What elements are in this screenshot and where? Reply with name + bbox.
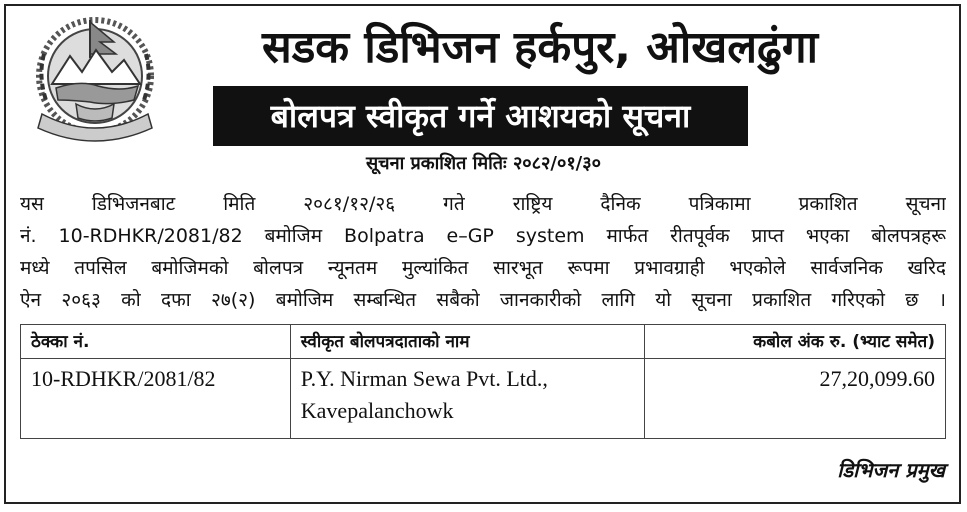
table-header-row <box>21 325 946 359</box>
header-bidder-name: स्वीकृत बोलपत्रदाताको नाम <box>290 325 645 359</box>
body-line: यस डिभिजनबाट मिति २०८१/१२/२६ गते राष्ट्रिय दैनिक पत्रिकामा प्रकाशित सूचना <box>20 193 946 215</box>
office-title: सडक डिभिजन हर्कपुर, ओखलढुंगा <box>262 22 818 73</box>
notice-body <box>20 188 946 316</box>
notice-title-banner: बोलपत्र स्वीकृत गर्ने आशयको सूचना <box>213 86 748 146</box>
published-date: सूचना प्रकाशित मितिः २०८२/०१/३० <box>366 153 601 174</box>
award-table <box>20 324 946 439</box>
bidder-name-line: P.Y. Nirman Sewa Pvt. Ltd., <box>300 366 548 391</box>
cell-bid-amount: 27,20,099.60 <box>645 359 946 439</box>
body-line: ऐन २०६३ को दफा २७(२) बमोजिम सम्बन्धित सबैको जानकारीको लागि यो सूचना प्रकाशित गरिएको छ । <box>20 289 946 311</box>
cell-contract-no: 10-RDHKR/2081/82 <box>21 359 291 439</box>
cell-bidder-name <box>290 359 645 439</box>
nepal-government-emblem-icon <box>20 14 170 144</box>
signature-division-chief: डिभिजन प्रमुख <box>837 458 945 482</box>
body-line: मध्ये तपसिल बमोजिमको बोलपत्र न्यूनतम मुल्यांकित सारभूत रूपमा प्रभावग्राही भएकोले सार्वजनिक खरिद <box>20 257 946 279</box>
header-bid-amount: कबोल अंक रु. (भ्याट समेत) <box>645 325 946 359</box>
bidder-address-line: Kavepalanchowk <box>300 398 454 423</box>
body-line: नं. 10-RDHKR/2081/82 बमोजिम Bolpatra e–GP system मार्फत रीतपूर्वक प्राप्त भएका बोलपत्रहरू <box>20 225 946 247</box>
header-contract-no: ठेक्का नं. <box>21 325 291 359</box>
table-row <box>21 359 946 439</box>
